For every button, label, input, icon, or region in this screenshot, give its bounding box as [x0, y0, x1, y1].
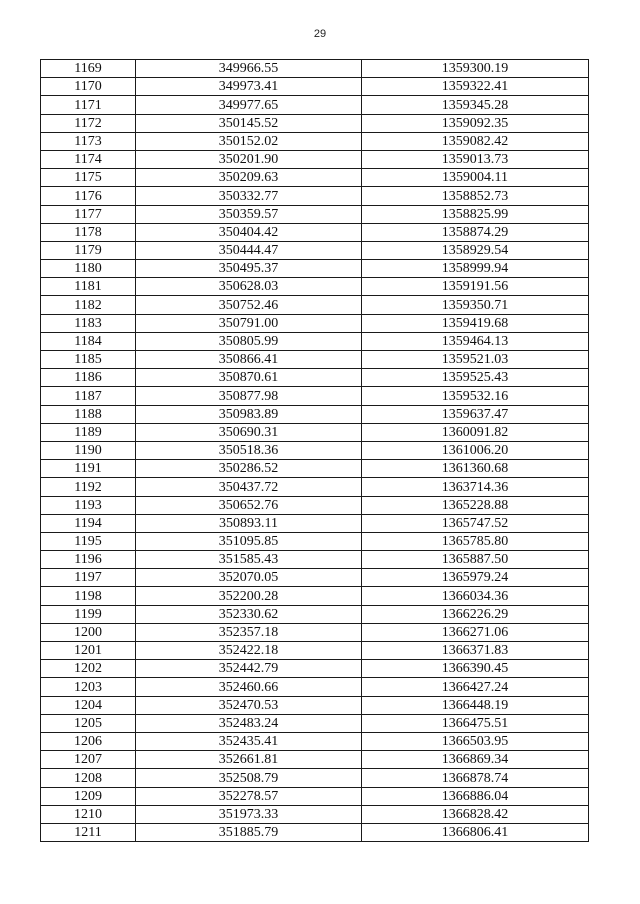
x-coordinate-cell: 352442.79 — [136, 660, 362, 678]
y-coordinate-cell: 1366828.42 — [362, 805, 589, 823]
y-coordinate-cell: 1366503.95 — [362, 732, 589, 750]
table-row — [41, 514, 589, 532]
table-row — [41, 369, 589, 387]
x-coordinate-cell: 351585.43 — [136, 551, 362, 569]
point-number-cell: 1196 — [41, 551, 136, 569]
table-row — [41, 805, 589, 823]
point-number-cell: 1201 — [41, 642, 136, 660]
y-coordinate-cell: 1358929.54 — [362, 241, 589, 259]
table-row — [41, 751, 589, 769]
point-number-cell: 1200 — [41, 623, 136, 641]
y-coordinate-cell: 1365785.80 — [362, 532, 589, 550]
point-number-cell: 1186 — [41, 369, 136, 387]
y-coordinate-cell: 1366448.19 — [362, 696, 589, 714]
x-coordinate-cell: 351973.33 — [136, 805, 362, 823]
y-coordinate-cell: 1361006.20 — [362, 441, 589, 459]
x-coordinate-cell: 350495.37 — [136, 260, 362, 278]
table-row — [41, 241, 589, 259]
point-number-cell: 1173 — [41, 132, 136, 150]
x-coordinate-cell: 352278.57 — [136, 787, 362, 805]
x-coordinate-cell: 350201.90 — [136, 150, 362, 168]
x-coordinate-cell: 352070.05 — [136, 569, 362, 587]
x-coordinate-cell: 350893.11 — [136, 514, 362, 532]
y-coordinate-cell: 1359637.47 — [362, 405, 589, 423]
point-number-cell: 1198 — [41, 587, 136, 605]
point-number-cell: 1192 — [41, 478, 136, 496]
y-coordinate-cell: 1366371.83 — [362, 642, 589, 660]
x-coordinate-cell: 352422.18 — [136, 642, 362, 660]
x-coordinate-cell: 350152.02 — [136, 132, 362, 150]
table-row — [41, 223, 589, 241]
table-row — [41, 423, 589, 441]
table-row — [41, 823, 589, 841]
y-coordinate-cell: 1366034.36 — [362, 587, 589, 605]
table-row — [41, 660, 589, 678]
table-row — [41, 787, 589, 805]
table-row — [41, 187, 589, 205]
table-row — [41, 260, 589, 278]
table-row — [41, 678, 589, 696]
x-coordinate-cell: 350332.77 — [136, 187, 362, 205]
point-number-cell: 1187 — [41, 387, 136, 405]
table-row — [41, 60, 589, 78]
x-coordinate-cell: 350690.31 — [136, 423, 362, 441]
point-number-cell: 1175 — [41, 169, 136, 187]
point-number-cell: 1204 — [41, 696, 136, 714]
y-coordinate-cell: 1359464.13 — [362, 332, 589, 350]
point-number-cell: 1177 — [41, 205, 136, 223]
point-number-cell: 1179 — [41, 241, 136, 259]
x-coordinate-cell: 350437.72 — [136, 478, 362, 496]
y-coordinate-cell: 1358825.99 — [362, 205, 589, 223]
point-number-cell: 1199 — [41, 605, 136, 623]
point-number-cell: 1205 — [41, 714, 136, 732]
x-coordinate-cell: 352435.41 — [136, 732, 362, 750]
table-row — [41, 496, 589, 514]
x-coordinate-cell: 350752.46 — [136, 296, 362, 314]
table-row — [41, 642, 589, 660]
y-coordinate-cell: 1366878.74 — [362, 769, 589, 787]
table-row — [41, 460, 589, 478]
point-number-cell: 1182 — [41, 296, 136, 314]
table-row — [41, 351, 589, 369]
point-number-cell: 1174 — [41, 150, 136, 168]
point-number-cell: 1209 — [41, 787, 136, 805]
table-row — [41, 532, 589, 550]
table-row — [41, 132, 589, 150]
x-coordinate-cell: 350877.98 — [136, 387, 362, 405]
table-row — [41, 478, 589, 496]
page-number: 29 — [313, 28, 327, 40]
x-coordinate-cell: 349966.55 — [136, 60, 362, 78]
table-row — [41, 169, 589, 187]
y-coordinate-cell: 1358874.29 — [362, 223, 589, 241]
point-number-cell: 1185 — [41, 351, 136, 369]
y-coordinate-cell: 1358999.94 — [362, 260, 589, 278]
y-coordinate-cell: 1359322.41 — [362, 78, 589, 96]
x-coordinate-cell: 350209.63 — [136, 169, 362, 187]
y-coordinate-cell: 1360091.82 — [362, 423, 589, 441]
y-coordinate-cell: 1366390.45 — [362, 660, 589, 678]
x-coordinate-cell: 352483.24 — [136, 714, 362, 732]
point-number-cell: 1191 — [41, 460, 136, 478]
x-coordinate-cell: 349973.41 — [136, 78, 362, 96]
point-number-cell: 1183 — [41, 314, 136, 332]
y-coordinate-cell: 1359092.35 — [362, 114, 589, 132]
table-row — [41, 769, 589, 787]
point-number-cell: 1181 — [41, 278, 136, 296]
y-coordinate-cell: 1359532.16 — [362, 387, 589, 405]
x-coordinate-cell: 350404.42 — [136, 223, 362, 241]
point-number-cell: 1178 — [41, 223, 136, 241]
point-number-cell: 1203 — [41, 678, 136, 696]
point-number-cell: 1208 — [41, 769, 136, 787]
y-coordinate-cell: 1359191.56 — [362, 278, 589, 296]
x-coordinate-cell: 350983.89 — [136, 405, 362, 423]
x-coordinate-cell: 352200.28 — [136, 587, 362, 605]
point-number-cell: 1176 — [41, 187, 136, 205]
table-row — [41, 696, 589, 714]
coordinates-table-body — [41, 60, 589, 842]
x-coordinate-cell: 350145.52 — [136, 114, 362, 132]
table-row — [41, 96, 589, 114]
table-row — [41, 278, 589, 296]
y-coordinate-cell: 1366475.51 — [362, 714, 589, 732]
y-coordinate-cell: 1359345.28 — [362, 96, 589, 114]
point-number-cell: 1193 — [41, 496, 136, 514]
y-coordinate-cell: 1359082.42 — [362, 132, 589, 150]
x-coordinate-cell: 350359.57 — [136, 205, 362, 223]
x-coordinate-cell: 350866.41 — [136, 351, 362, 369]
point-number-cell: 1189 — [41, 423, 136, 441]
point-number-cell: 1169 — [41, 60, 136, 78]
x-coordinate-cell: 350870.61 — [136, 369, 362, 387]
point-number-cell: 1170 — [41, 78, 136, 96]
x-coordinate-cell: 349977.65 — [136, 96, 362, 114]
y-coordinate-cell: 1361360.68 — [362, 460, 589, 478]
y-coordinate-cell: 1366226.29 — [362, 605, 589, 623]
x-coordinate-cell: 350791.00 — [136, 314, 362, 332]
point-number-cell: 1184 — [41, 332, 136, 350]
y-coordinate-cell: 1359004.11 — [362, 169, 589, 187]
x-coordinate-cell: 350805.99 — [136, 332, 362, 350]
point-number-cell: 1172 — [41, 114, 136, 132]
point-number-cell: 1206 — [41, 732, 136, 750]
y-coordinate-cell: 1358852.73 — [362, 187, 589, 205]
y-coordinate-cell: 1366806.41 — [362, 823, 589, 841]
y-coordinate-cell: 1365228.88 — [362, 496, 589, 514]
point-number-cell: 1188 — [41, 405, 136, 423]
table-row — [41, 296, 589, 314]
y-coordinate-cell: 1359350.71 — [362, 296, 589, 314]
y-coordinate-cell: 1366427.24 — [362, 678, 589, 696]
table-row — [41, 587, 589, 605]
table-row — [41, 732, 589, 750]
table-row — [41, 114, 589, 132]
x-coordinate-cell: 351885.79 — [136, 823, 362, 841]
x-coordinate-cell: 350444.47 — [136, 241, 362, 259]
table-row — [41, 150, 589, 168]
point-number-cell: 1194 — [41, 514, 136, 532]
x-coordinate-cell: 352330.62 — [136, 605, 362, 623]
table-row — [41, 405, 589, 423]
table-row — [41, 551, 589, 569]
x-coordinate-cell: 350518.36 — [136, 441, 362, 459]
table-row — [41, 569, 589, 587]
x-coordinate-cell: 352357.18 — [136, 623, 362, 641]
point-number-cell: 1195 — [41, 532, 136, 550]
table-row — [41, 78, 589, 96]
y-coordinate-cell: 1365747.52 — [362, 514, 589, 532]
y-coordinate-cell: 1365887.50 — [362, 551, 589, 569]
point-number-cell: 1210 — [41, 805, 136, 823]
x-coordinate-cell: 350628.03 — [136, 278, 362, 296]
y-coordinate-cell: 1359419.68 — [362, 314, 589, 332]
y-coordinate-cell: 1363714.36 — [362, 478, 589, 496]
point-number-cell: 1202 — [41, 660, 136, 678]
x-coordinate-cell: 352661.81 — [136, 751, 362, 769]
coordinates-table — [40, 59, 589, 842]
table-row — [41, 605, 589, 623]
table-row — [41, 332, 589, 350]
table-row — [41, 314, 589, 332]
y-coordinate-cell: 1366869.34 — [362, 751, 589, 769]
point-number-cell: 1207 — [41, 751, 136, 769]
table-row — [41, 714, 589, 732]
x-coordinate-cell: 352508.79 — [136, 769, 362, 787]
x-coordinate-cell: 350652.76 — [136, 496, 362, 514]
table-row — [41, 205, 589, 223]
x-coordinate-cell: 352470.53 — [136, 696, 362, 714]
y-coordinate-cell: 1366271.06 — [362, 623, 589, 641]
point-number-cell: 1197 — [41, 569, 136, 587]
point-number-cell: 1171 — [41, 96, 136, 114]
x-coordinate-cell: 352460.66 — [136, 678, 362, 696]
point-number-cell: 1180 — [41, 260, 136, 278]
x-coordinate-cell: 351095.85 — [136, 532, 362, 550]
y-coordinate-cell: 1359300.19 — [362, 60, 589, 78]
y-coordinate-cell: 1359521.03 — [362, 351, 589, 369]
y-coordinate-cell: 1365979.24 — [362, 569, 589, 587]
table-row — [41, 387, 589, 405]
y-coordinate-cell: 1359013.73 — [362, 150, 589, 168]
point-number-cell: 1211 — [41, 823, 136, 841]
y-coordinate-cell: 1359525.43 — [362, 369, 589, 387]
table-row — [41, 441, 589, 459]
table-row — [41, 623, 589, 641]
y-coordinate-cell: 1366886.04 — [362, 787, 589, 805]
point-number-cell: 1190 — [41, 441, 136, 459]
x-coordinate-cell: 350286.52 — [136, 460, 362, 478]
